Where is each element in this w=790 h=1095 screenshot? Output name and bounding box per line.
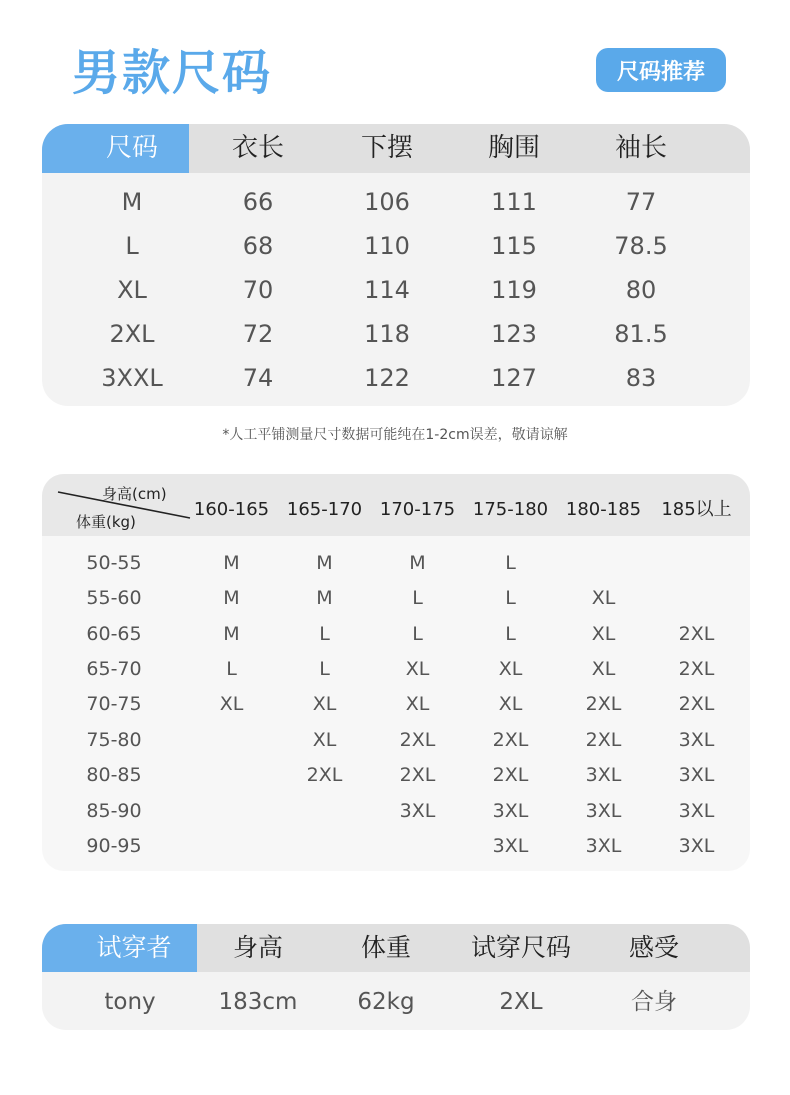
hw-cell: 2XL <box>306 764 343 786</box>
hw-cell: M <box>223 587 240 609</box>
hw-row <box>42 617 750 652</box>
hw-cell: XL <box>591 658 616 680</box>
hw-row <box>42 794 750 829</box>
size-cell: 80 <box>625 276 657 304</box>
corner-height-label: 身高(cm) <box>102 485 167 503</box>
size-row <box>42 268 750 312</box>
hw-cell <box>185 758 278 793</box>
tryout-table-header <box>42 924 750 972</box>
hw-weight-cell: 85-90 <box>86 800 142 822</box>
hw-weight-cell: 50-55 <box>86 552 142 574</box>
tryout-height: 183cm <box>218 989 298 1015</box>
hw-cell: 3XL <box>678 764 715 786</box>
hw-header-cell: 175-180 <box>472 499 549 520</box>
hw-row <box>42 723 750 758</box>
hw-cell: L <box>505 623 516 645</box>
hw-cell <box>371 829 464 864</box>
hw-header-cell: 160-165 <box>193 499 270 520</box>
hw-cell <box>557 546 650 581</box>
size-cell: 2XL <box>109 320 155 348</box>
hw-cell: XL <box>405 658 430 680</box>
hw-weight-cell: 90-95 <box>86 835 142 857</box>
size-cell: 110 <box>364 232 410 260</box>
hw-cell: 2XL <box>678 693 715 715</box>
hw-cell: XL <box>498 693 523 715</box>
hw-cell: M <box>409 552 426 574</box>
size-row <box>42 224 750 268</box>
tryout-table <box>42 924 750 1030</box>
size-cell: 74 <box>242 364 274 392</box>
hw-weight-cell: 80-85 <box>86 764 142 786</box>
tryout-weight: 62kg <box>357 989 415 1015</box>
hw-weight-cell: 75-80 <box>86 729 142 751</box>
hw-cell: XL <box>498 658 523 680</box>
size-cell: 122 <box>364 364 410 392</box>
size-cell: 81.5 <box>614 320 668 348</box>
hw-header-cell: 165-170 <box>286 499 363 520</box>
hw-cell: 3XL <box>678 800 715 822</box>
size-cell: 77 <box>625 188 657 216</box>
hw-cell <box>185 794 278 829</box>
tryout-tester: tony <box>104 989 156 1015</box>
size-cell: 68 <box>242 232 274 260</box>
corner-weight-label: 体重(kg) <box>76 513 136 531</box>
hw-cell: L <box>226 658 237 680</box>
hw-cell: M <box>316 587 333 609</box>
hw-cell: 3XL <box>585 835 622 857</box>
hw-cell: 3XL <box>399 800 436 822</box>
hw-header-cell: 185以上 <box>661 499 732 520</box>
page-title: 男款尺码 <box>72 45 273 101</box>
tryout-size: 2XL <box>499 989 543 1015</box>
size-header-length: 衣长 <box>231 133 284 163</box>
hw-cell: XL <box>405 693 430 715</box>
hw-cell <box>185 723 278 758</box>
hw-cell: XL <box>591 623 616 645</box>
size-cell: M <box>121 188 143 216</box>
size-cell: L <box>125 232 139 260</box>
hw-cell: 2XL <box>678 658 715 680</box>
tryout-feeling: 合身 <box>631 989 677 1015</box>
size-cell: 115 <box>491 232 537 260</box>
hw-header-cell: 170-175 <box>379 499 456 520</box>
hw-weight-cell: 55-60 <box>86 587 142 609</box>
hw-cell: XL <box>312 729 337 751</box>
hw-cell: M <box>223 552 240 574</box>
size-cell: 123 <box>491 320 537 348</box>
hw-cell: M <box>223 623 240 645</box>
tryout-header-tester: 试穿者 <box>96 933 172 962</box>
hw-row <box>42 652 750 687</box>
size-header-hem: 下摆 <box>360 133 413 163</box>
hw-cell: L <box>319 623 330 645</box>
hw-weight-cell: 65-70 <box>86 658 142 680</box>
height-weight-table <box>42 474 750 871</box>
hw-row <box>42 687 750 722</box>
size-row <box>42 356 750 400</box>
tryout-header-feeling: 感受 <box>628 933 679 962</box>
hw-cell: XL <box>591 587 616 609</box>
hw-cell: 3XL <box>585 764 622 786</box>
hw-cell: 2XL <box>399 729 436 751</box>
hw-cell: L <box>412 587 423 609</box>
hw-cell: L <box>412 623 423 645</box>
size-row <box>42 180 750 224</box>
tryout-header-weight: 体重 <box>360 933 411 962</box>
size-cell: 106 <box>364 188 410 216</box>
size-cell: 118 <box>364 320 410 348</box>
size-header-sleeve: 袖长 <box>614 133 667 163</box>
hw-cell: 2XL <box>585 693 622 715</box>
measurement-note: *人工平铺测量尺寸数据可能纯在1-2cm误差，敬请谅解 <box>222 427 568 443</box>
hw-cell: 3XL <box>492 835 529 857</box>
size-cell: 127 <box>491 364 537 392</box>
hw-weight-cell: 60-65 <box>86 623 142 645</box>
hw-cell <box>650 581 743 616</box>
hw-weight-cell: 70-75 <box>86 693 142 715</box>
size-cell: 3XXL <box>101 364 163 392</box>
hw-cell <box>278 794 371 829</box>
size-cell: 78.5 <box>614 232 668 260</box>
tryout-header-size: 试穿尺码 <box>470 933 571 962</box>
hw-cell: 3XL <box>678 729 715 751</box>
size-cell: 66 <box>242 188 274 216</box>
hw-cell: 2XL <box>492 764 529 786</box>
size-cell: 83 <box>625 364 657 392</box>
hw-cell: 3XL <box>492 800 529 822</box>
size-row <box>42 312 750 356</box>
size-cell: 70 <box>242 276 274 304</box>
hw-cell: 2XL <box>678 623 715 645</box>
hw-row <box>42 546 750 581</box>
size-cell: 119 <box>491 276 537 304</box>
hw-row <box>42 581 750 616</box>
hw-cell <box>278 829 371 864</box>
hw-cell: 2XL <box>585 729 622 751</box>
hw-cell: 3XL <box>678 835 715 857</box>
size-table <box>42 124 750 406</box>
size-cell: 114 <box>364 276 410 304</box>
hw-cell <box>650 546 743 581</box>
hw-cell: L <box>505 552 516 574</box>
hw-cell: XL <box>312 693 337 715</box>
hw-cell: 2XL <box>399 764 436 786</box>
hw-cell: L <box>505 587 516 609</box>
hw-cell: 2XL <box>492 729 529 751</box>
hw-header-cell: 180-185 <box>565 499 642 520</box>
hw-cell: XL <box>219 693 244 715</box>
hw-cell: L <box>319 658 330 680</box>
hw-table-header <box>42 474 750 536</box>
size-recommend-button[interactable]: 尺码推荐 <box>596 48 726 92</box>
size-table-header <box>42 124 750 173</box>
hw-row <box>42 829 750 864</box>
size-header-chest: 胸围 <box>487 133 540 163</box>
hw-cell: 3XL <box>585 800 622 822</box>
size-cell: XL <box>117 276 147 304</box>
hw-cell: M <box>316 552 333 574</box>
hw-cell <box>185 829 278 864</box>
hw-row <box>42 758 750 793</box>
size-header-size: 尺码 <box>105 133 158 163</box>
size-cell: 111 <box>491 188 537 216</box>
size-cell: 72 <box>242 320 274 348</box>
tryout-header-height: 身高 <box>232 933 283 962</box>
